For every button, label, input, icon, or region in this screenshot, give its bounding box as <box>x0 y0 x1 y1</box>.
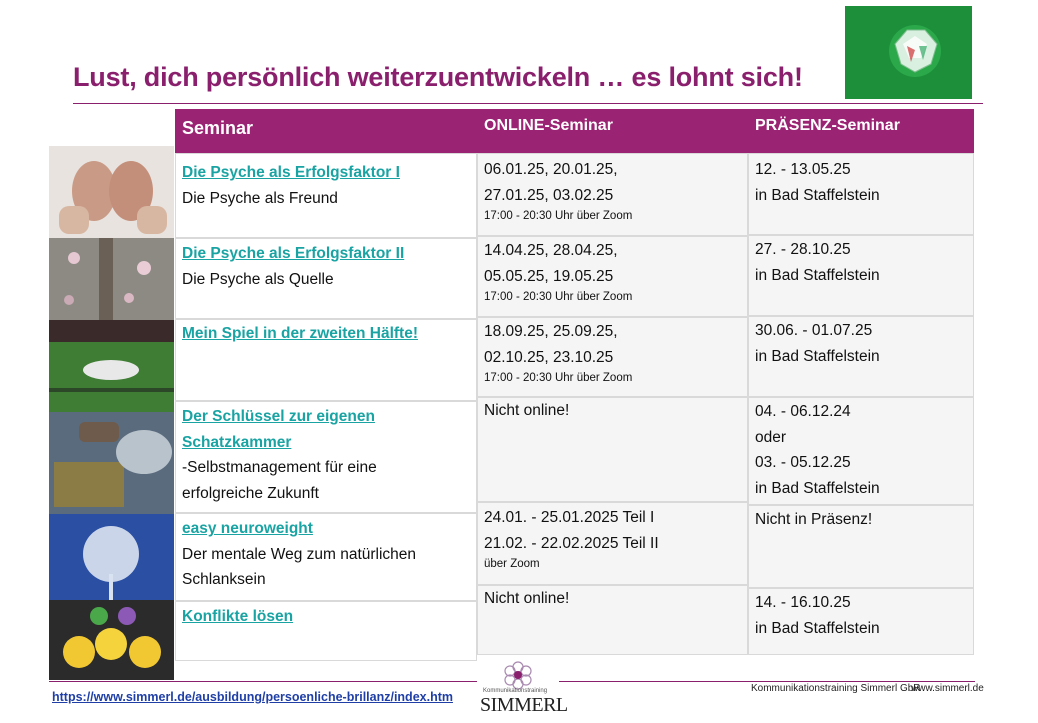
football-stadium-image <box>49 320 174 412</box>
praesenz-location: in Bad Staffelstein <box>755 347 880 365</box>
online-dates: 27.01.25, 03.02.25 <box>484 186 614 204</box>
online-note: 17:00 - 20:30 Uhr über Zoom <box>484 291 633 303</box>
online-cell-6 <box>477 585 748 655</box>
praesenz-location: in Bad Staffelstein <box>755 266 880 284</box>
header-seminar-label: Seminar <box>182 118 254 138</box>
simmerl-logo <box>477 655 568 718</box>
praesenz-dates: 14. - 16.10.25 <box>755 594 851 611</box>
footer-url-link[interactable]: https://www.simmerl.de/ausbildung/persoenliche-brillanz/index.htm <box>52 690 453 704</box>
emoji-balls-image <box>49 600 174 680</box>
online-dates: 02.10.25, 23.10.25 <box>484 348 614 366</box>
praesenz-location: in Bad Staffelstein <box>755 186 880 204</box>
praesenz-or: oder <box>755 428 787 446</box>
seminar-link-neuroweight[interactable]: easy neuroweight <box>182 520 313 537</box>
praesenz-location: in Bad Staffelstein <box>755 619 880 637</box>
praesenz-cell-2 <box>748 235 974 316</box>
online-dates: 05.05.25, 19.05.25 <box>484 267 614 285</box>
seminar-link-mein-spiel[interactable]: Mein Spiel in der zweiten Hälfte! <box>182 325 418 342</box>
picture-strip <box>49 146 174 680</box>
online-note: 17:00 - 20:30 Uhr über Zoom <box>484 210 633 222</box>
praesenz-cell-4 <box>748 397 974 505</box>
seminar-subtitle: Schlanksein <box>182 571 266 588</box>
praesenz-dates: 30.06. - 01.07.25 <box>755 322 873 339</box>
seminar-link-schluessel-2[interactable]: Schatzkammer <box>182 433 292 451</box>
header-online-label: ONLINE-Seminar <box>484 117 613 134</box>
online-cell-2 <box>477 236 748 317</box>
seminar-subtitle: Der mentale Weg zum natürlichen <box>182 545 417 563</box>
seminar-link-psyche-1[interactable]: Die Psyche als Erfolgsfaktor I <box>182 164 400 181</box>
logo-big-text: SIMMERL <box>480 694 568 716</box>
seminar-cell-6 <box>175 601 477 661</box>
seminar-cell-1 <box>175 153 477 238</box>
seminar-link-psyche-2[interactable]: Die Psyche als Erfolgsfaktor II <box>182 245 405 262</box>
treasure-case-image <box>49 412 174 514</box>
spring-blossom-image <box>49 238 174 320</box>
praesenz-dates: 12. - 13.05.25 <box>755 161 851 178</box>
seminar-subtitle: erfolgreiche Zukunft <box>182 484 319 502</box>
praesenz-dates: 27. - 28.10.25 <box>755 241 851 258</box>
praesenz-cell-6 <box>748 588 974 655</box>
seminar-subtitle: -Selbstmanagement für eine <box>182 459 377 476</box>
online-dates: 18.09.25, 25.09.25, <box>484 323 618 340</box>
header-praesenz <box>748 109 974 153</box>
online-cell-3 <box>477 317 748 397</box>
footer-company: Kommunikationstraining Simmerl GbR <box>751 683 921 694</box>
online-dates: 14.04.25, 28.04.25, <box>484 242 618 259</box>
seminar-subtitle: Die Psyche als Freund <box>182 189 338 207</box>
seminar-cell-3 <box>175 319 477 401</box>
gem-image <box>845 6 972 99</box>
online-dates: 24.01. - 25.01.2025 Teil I <box>484 509 655 526</box>
online-dates: Nicht online! <box>484 590 570 607</box>
header-seminar <box>175 109 477 153</box>
page-title: Lust, dich persönlich weiterzuentwickeln … es lohnt sich! <box>73 62 803 92</box>
seminar-subtitle: Die Psyche als Quelle <box>182 270 334 288</box>
praesenz-dates: Nicht in Präsenz! <box>755 511 873 528</box>
praesenz-location: in Bad Staffelstein <box>755 479 880 497</box>
online-dates: 21.02. - 22.02.2025 Teil II <box>484 534 659 552</box>
seminar-link-schluessel[interactable]: Der Schlüssel zur eigenen <box>182 408 375 425</box>
seminar-cell-2 <box>175 238 477 319</box>
online-dates: 06.01.25, 20.01.25, <box>484 161 618 178</box>
seminar-link-konflikte[interactable]: Konflikte lösen <box>182 608 294 625</box>
dandelion-image <box>49 514 174 600</box>
title-divider <box>73 103 983 104</box>
logo-small-text: Kommunikationstraining <box>483 688 548 694</box>
online-cell-1 <box>477 153 748 236</box>
header-praesenz-label: PRÄSENZ-Seminar <box>755 117 900 134</box>
praesenz-cell-1 <box>748 153 974 235</box>
footer-website: www.simmerl.de <box>911 683 984 694</box>
online-note: über Zoom <box>484 558 540 570</box>
praesenz-cell-3 <box>748 316 974 397</box>
praesenz-dates: 03. - 05.12.25 <box>755 454 851 471</box>
brain-hands-image <box>49 146 174 238</box>
header-online <box>477 109 748 153</box>
online-cell-5 <box>477 502 748 585</box>
praesenz-cell-5 <box>748 505 974 588</box>
seminar-cell-4 <box>175 401 477 513</box>
seminar-cell-5 <box>175 513 477 601</box>
online-cell-4 <box>477 397 748 502</box>
online-note: 17:00 - 20:30 Uhr über Zoom <box>484 372 633 384</box>
praesenz-dates: 04. - 06.12.24 <box>755 403 851 420</box>
online-dates: Nicht online! <box>484 402 570 419</box>
